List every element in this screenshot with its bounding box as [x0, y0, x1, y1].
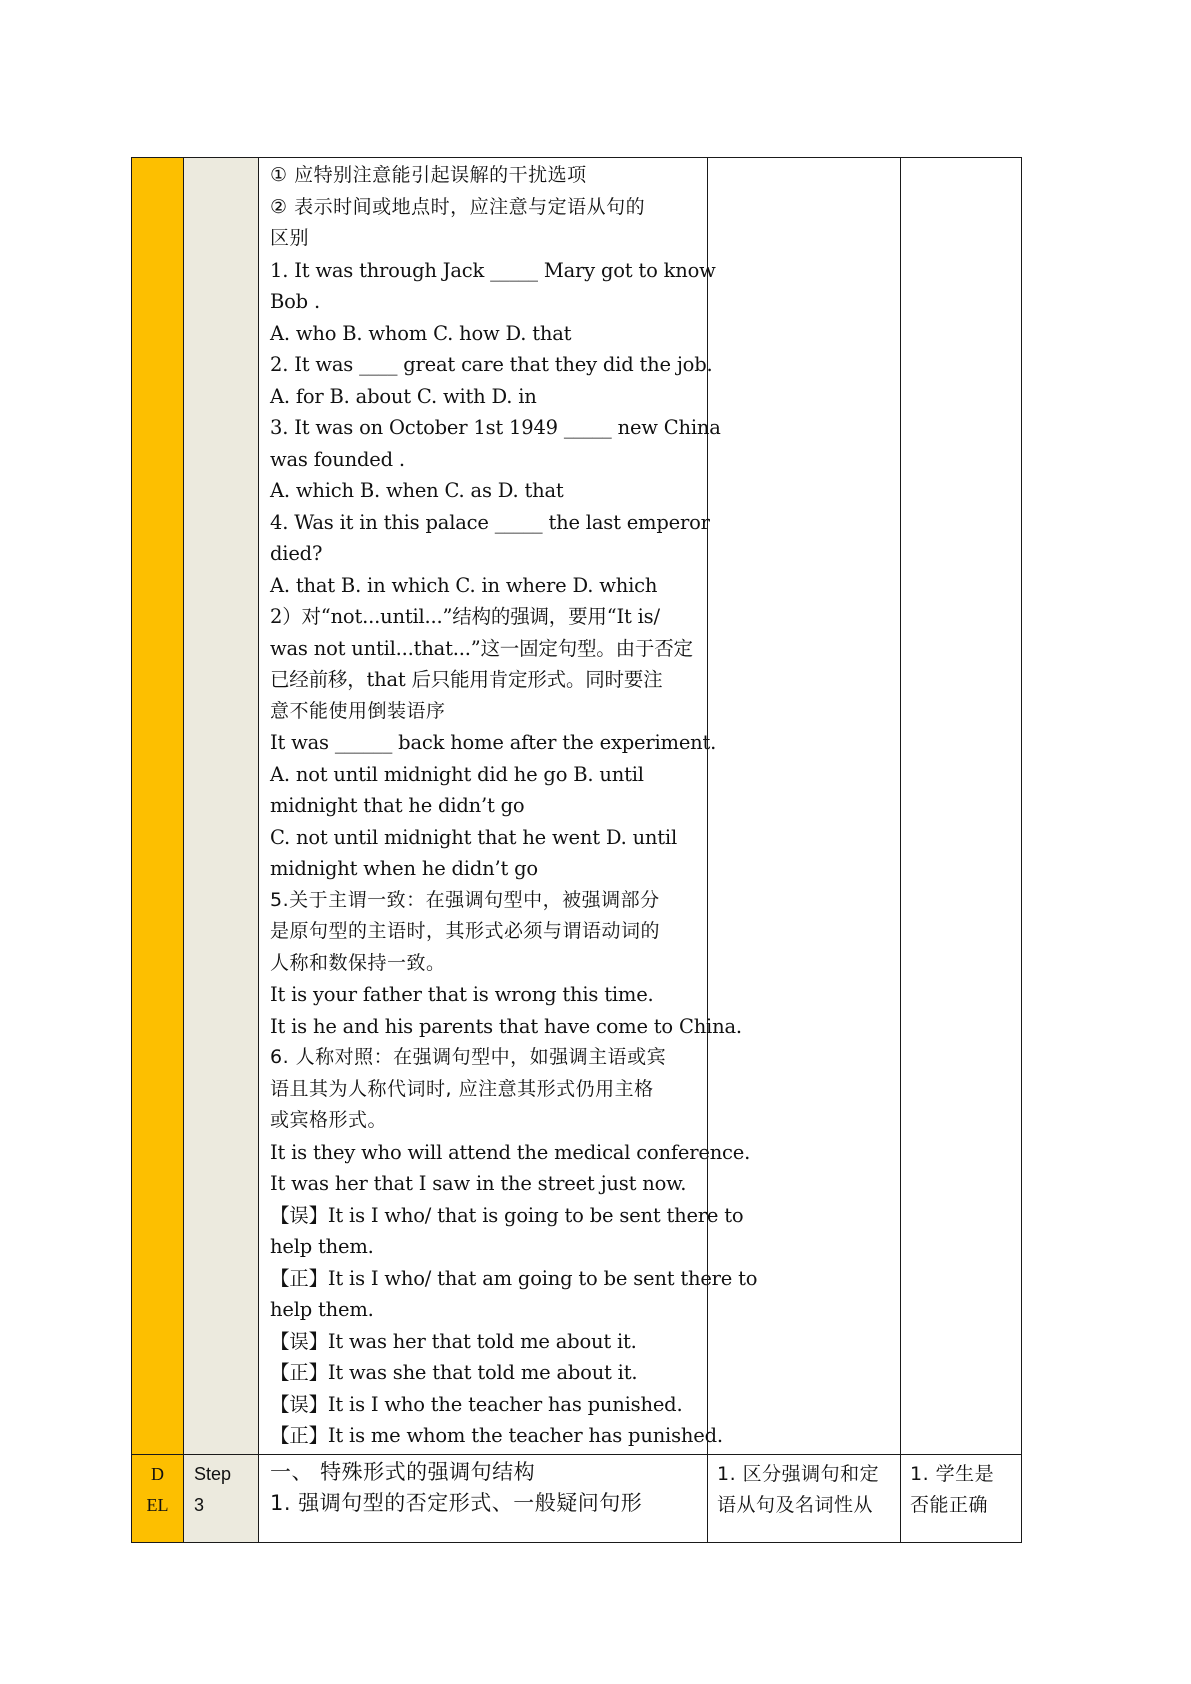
- text-line: 1. 学生是: [910, 1462, 995, 1485]
- text-line: died?: [270, 542, 323, 565]
- text-line: A. who B. whom C. how D. that: [270, 321, 572, 345]
- text-line: C. not until midnight that he went D. until: [270, 825, 678, 849]
- text-line: 6. 人称对照：在强调句型中，如强调主语或宾: [270, 1046, 667, 1068]
- text-line: 【正】It was she that told me about it.: [270, 1361, 638, 1384]
- text-line: It is your father that is wrong this time.: [270, 983, 654, 1006]
- text-line: 一、 特殊形式的强调句结构: [270, 1459, 536, 1484]
- text-line: was founded .: [270, 447, 405, 471]
- text-line: It was her that I saw in the street just now.: [270, 1172, 687, 1195]
- text-line: 【误】It was her that told me about it.: [270, 1329, 637, 1353]
- assessment-lines: [901, 1455, 1021, 1522]
- text-line: It is they who will attend the medical conference.: [270, 1140, 751, 1164]
- text-line: 1. 区分强调句和定: [717, 1462, 880, 1485]
- step-cell: [184, 1454, 259, 1542]
- content-lines: [259, 158, 758, 1452]
- content-lines: [259, 1455, 707, 1519]
- text-line: 语从句及名词性从: [717, 1494, 874, 1517]
- text-line: 4. Was it in this palace _____ the last emperor: [270, 510, 710, 534]
- phase-code-cell: [132, 158, 184, 1455]
- step-cell: [184, 158, 259, 1455]
- table-row: [132, 1454, 1022, 1542]
- text-line: ① 应特别注意能引起误解的干扰选项: [270, 164, 587, 186]
- text-line: 1. It was through Jack _____ Mary got to know: [270, 258, 716, 282]
- text-line: 【正】It is me whom the teacher has punished.: [270, 1424, 723, 1447]
- lesson-plan-table: [131, 157, 1022, 1543]
- content-cell: [259, 158, 758, 1455]
- text-line: help them.: [270, 1298, 374, 1321]
- phase-code-cell: [132, 1454, 184, 1542]
- text-line: 语且其为人称代词时, 应注意其形式仍用主格: [270, 1077, 654, 1100]
- text-line: was not until...that...”这一固定句型。由于否定: [270, 636, 693, 660]
- objective-cell: [708, 1454, 901, 1542]
- text-line: A. that B. in which C. in where D. which: [270, 573, 658, 597]
- table-row: [132, 158, 1022, 1455]
- step-label: [184, 1455, 258, 1521]
- label-line: Step: [194, 1463, 232, 1484]
- text-line: 5.关于主谓一致：在强调句型中，被强调部分: [270, 888, 660, 911]
- text-line: A. for B. about C. with D. in: [270, 384, 537, 408]
- objective-lines: [708, 1455, 900, 1522]
- text-line: 人称和数保持一致。: [270, 951, 446, 974]
- text-line: A. not until midnight did he go B. until: [270, 762, 644, 786]
- text-line: 【误】It is I who the teacher has punished.: [270, 1392, 683, 1416]
- text-line: help them.: [270, 1235, 374, 1258]
- phase-code-label: [132, 1455, 183, 1521]
- text-line: 3. It was on October 1st 1949 _____ new China: [270, 416, 721, 439]
- text-line: 2. It was ____ great care that they did the job.: [270, 353, 713, 376]
- text-line: 区别: [270, 227, 310, 249]
- label-line: D: [151, 1463, 164, 1484]
- content-cell: [259, 1454, 708, 1542]
- text-line: 【正】It is I who/ that am going to be sent there to: [270, 1266, 758, 1290]
- text-line: A. which B. when C. as D. that: [270, 479, 564, 502]
- assessment-cell: [901, 158, 1022, 1455]
- text-line: 2）对“not...until...”结构的强调，要用“It is/: [270, 605, 660, 628]
- text-line: 已经前移，that 后只能用肯定形式。同时要注: [270, 668, 663, 691]
- assessment-cell: [901, 1454, 1022, 1542]
- text-line: ② 表示时间或地点时，应注意与定语从句的: [270, 195, 646, 218]
- text-line: 是原句型的主语时，其形式必须与谓语动词的: [270, 920, 661, 942]
- text-line: Bob .: [270, 290, 320, 313]
- text-line: It was ______ back home after the experiment.: [270, 731, 717, 754]
- label-line: EL: [146, 1494, 169, 1515]
- text-line: 1. 强调句型的否定形式、一般疑问句形: [270, 1490, 643, 1515]
- text-line: midnight that he didn’t go: [270, 794, 525, 817]
- label-line: 3: [194, 1494, 205, 1515]
- text-line: It is he and his parents that have come to China.: [270, 1014, 742, 1038]
- text-line: 或宾格形式。: [270, 1109, 388, 1131]
- text-line: 意不能使用倒装语序: [270, 699, 446, 722]
- text-line: midnight when he didn’t go: [270, 857, 538, 880]
- text-line: 【误】It is I who/ that is going to be sent there to: [270, 1203, 744, 1227]
- objective-cell: [708, 158, 901, 1455]
- text-line: 否能正确: [910, 1494, 989, 1517]
